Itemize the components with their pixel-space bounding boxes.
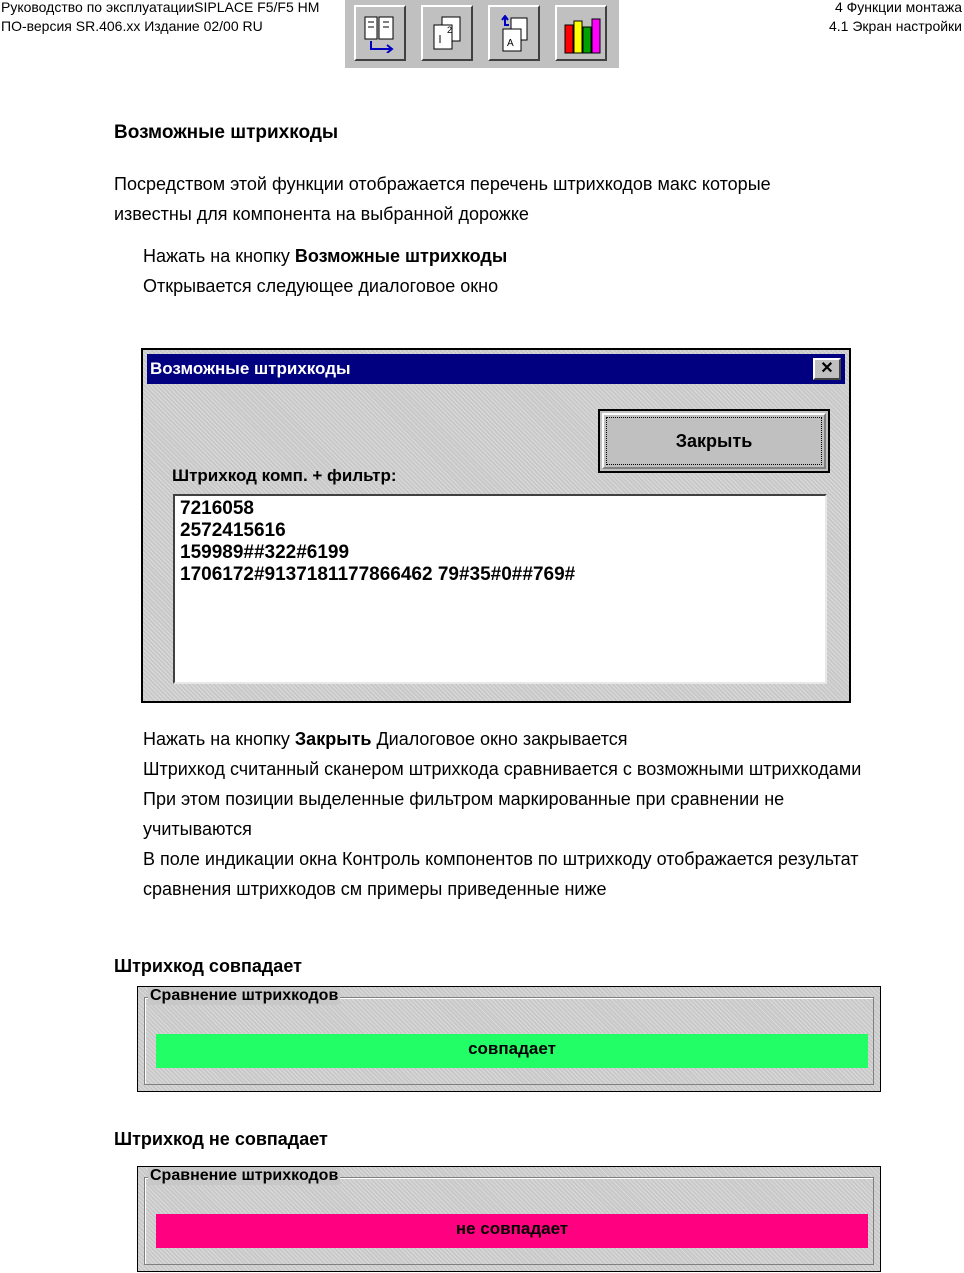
barcode-listbox[interactable] — [173, 494, 827, 684]
step-open-button-name: Возможные штрихкоды — [294, 246, 508, 266]
step-close-prefix: Нажать на кнопку — [143, 729, 295, 749]
nomatch-result-bar: не совпадает — [156, 1214, 868, 1248]
barcodes-dialog — [141, 348, 851, 703]
barcode-list-label: Штрихкод комп. + фильтр: — [172, 466, 397, 485]
header-chapter: 4 Функции монтажа — [834, 0, 962, 15]
dialog-close-x-button[interactable]: ✕ — [813, 358, 841, 380]
step-close-button-name: Закрыть — [294, 729, 372, 749]
step-close-suffix: Диалоговое окно закрывается — [371, 729, 628, 749]
header-version: ПО-версия SR.406.xx Издание 02/00 RU — [1, 18, 263, 34]
page-icon — [430, 15, 464, 53]
svg-text:A: A — [507, 38, 514, 49]
list-item[interactable]: 2572415616 — [180, 520, 286, 541]
match-comparison-panel — [137, 986, 881, 1092]
list-item[interactable]: 1706172#9137181177866462 79#35#0##769# — [180, 564, 576, 585]
intro-line-1: Посредством этой функции отображается перечень штрихкодов макс которые — [114, 174, 771, 194]
compare-line-1: Штрихкод считанный сканером штрихкода сравнивается с возможными штрихкодами — [143, 759, 862, 779]
list-item[interactable]: 159989##322#6199 — [180, 542, 350, 563]
books-button[interactable] — [555, 5, 607, 61]
page-button[interactable] — [421, 5, 473, 61]
contents-icon — [363, 15, 397, 53]
match-group-label: Сравнение штрихкодов — [150, 987, 339, 1004]
close-button-label: Закрыть — [606, 417, 822, 465]
dialog-titlebar — [147, 354, 845, 384]
close-button[interactable] — [598, 409, 830, 473]
compare-line-3: учитываются — [143, 819, 252, 839]
books-icon — [564, 15, 602, 55]
step-open-prefix: Нажать на кнопку — [143, 246, 295, 266]
compare-line-4: В поле индикации окна Контроль компонентов по штрихкоду отображается результат — [143, 849, 859, 869]
step-close-dialog — [143, 724, 628, 754]
svg-text:2: 2 — [447, 25, 453, 35]
nomatch-heading: Штрихкод не совпадает — [114, 1129, 328, 1149]
index-icon — [497, 15, 531, 53]
match-result-bar: совпадает — [156, 1034, 868, 1068]
header-manual-title: Руководство по эксплуатацииSIPLACE F5/F5 HM — [1, 0, 320, 15]
match-heading: Штрихкод совпадает — [114, 956, 302, 976]
list-item[interactable]: 7216058 — [180, 498, 254, 519]
step-open-result: Открывается следующее диалоговое окно — [143, 276, 499, 296]
compare-line-5: сравнения штрихкодов см примеры приведенные ниже — [143, 879, 607, 899]
section-title: Возможные штрихкоды — [114, 122, 339, 143]
index-button[interactable] — [488, 5, 540, 61]
step-open-dialog — [143, 241, 507, 271]
compare-line-2: При этом позиции выделенные фильтром маркированные при сравнении не — [143, 789, 785, 809]
help-toolbar — [345, 0, 619, 68]
nomatch-comparison-panel — [137, 1166, 881, 1272]
header-subchapter: 4.1 Экран настройки — [829, 18, 962, 34]
contents-button[interactable] — [354, 5, 406, 61]
intro-line-2: известны для компонента на выбранной дорожке — [114, 204, 529, 224]
dialog-title: Возможные штрихкоды — [150, 359, 351, 378]
nomatch-group-label: Сравнение штрихкодов — [150, 1167, 339, 1184]
